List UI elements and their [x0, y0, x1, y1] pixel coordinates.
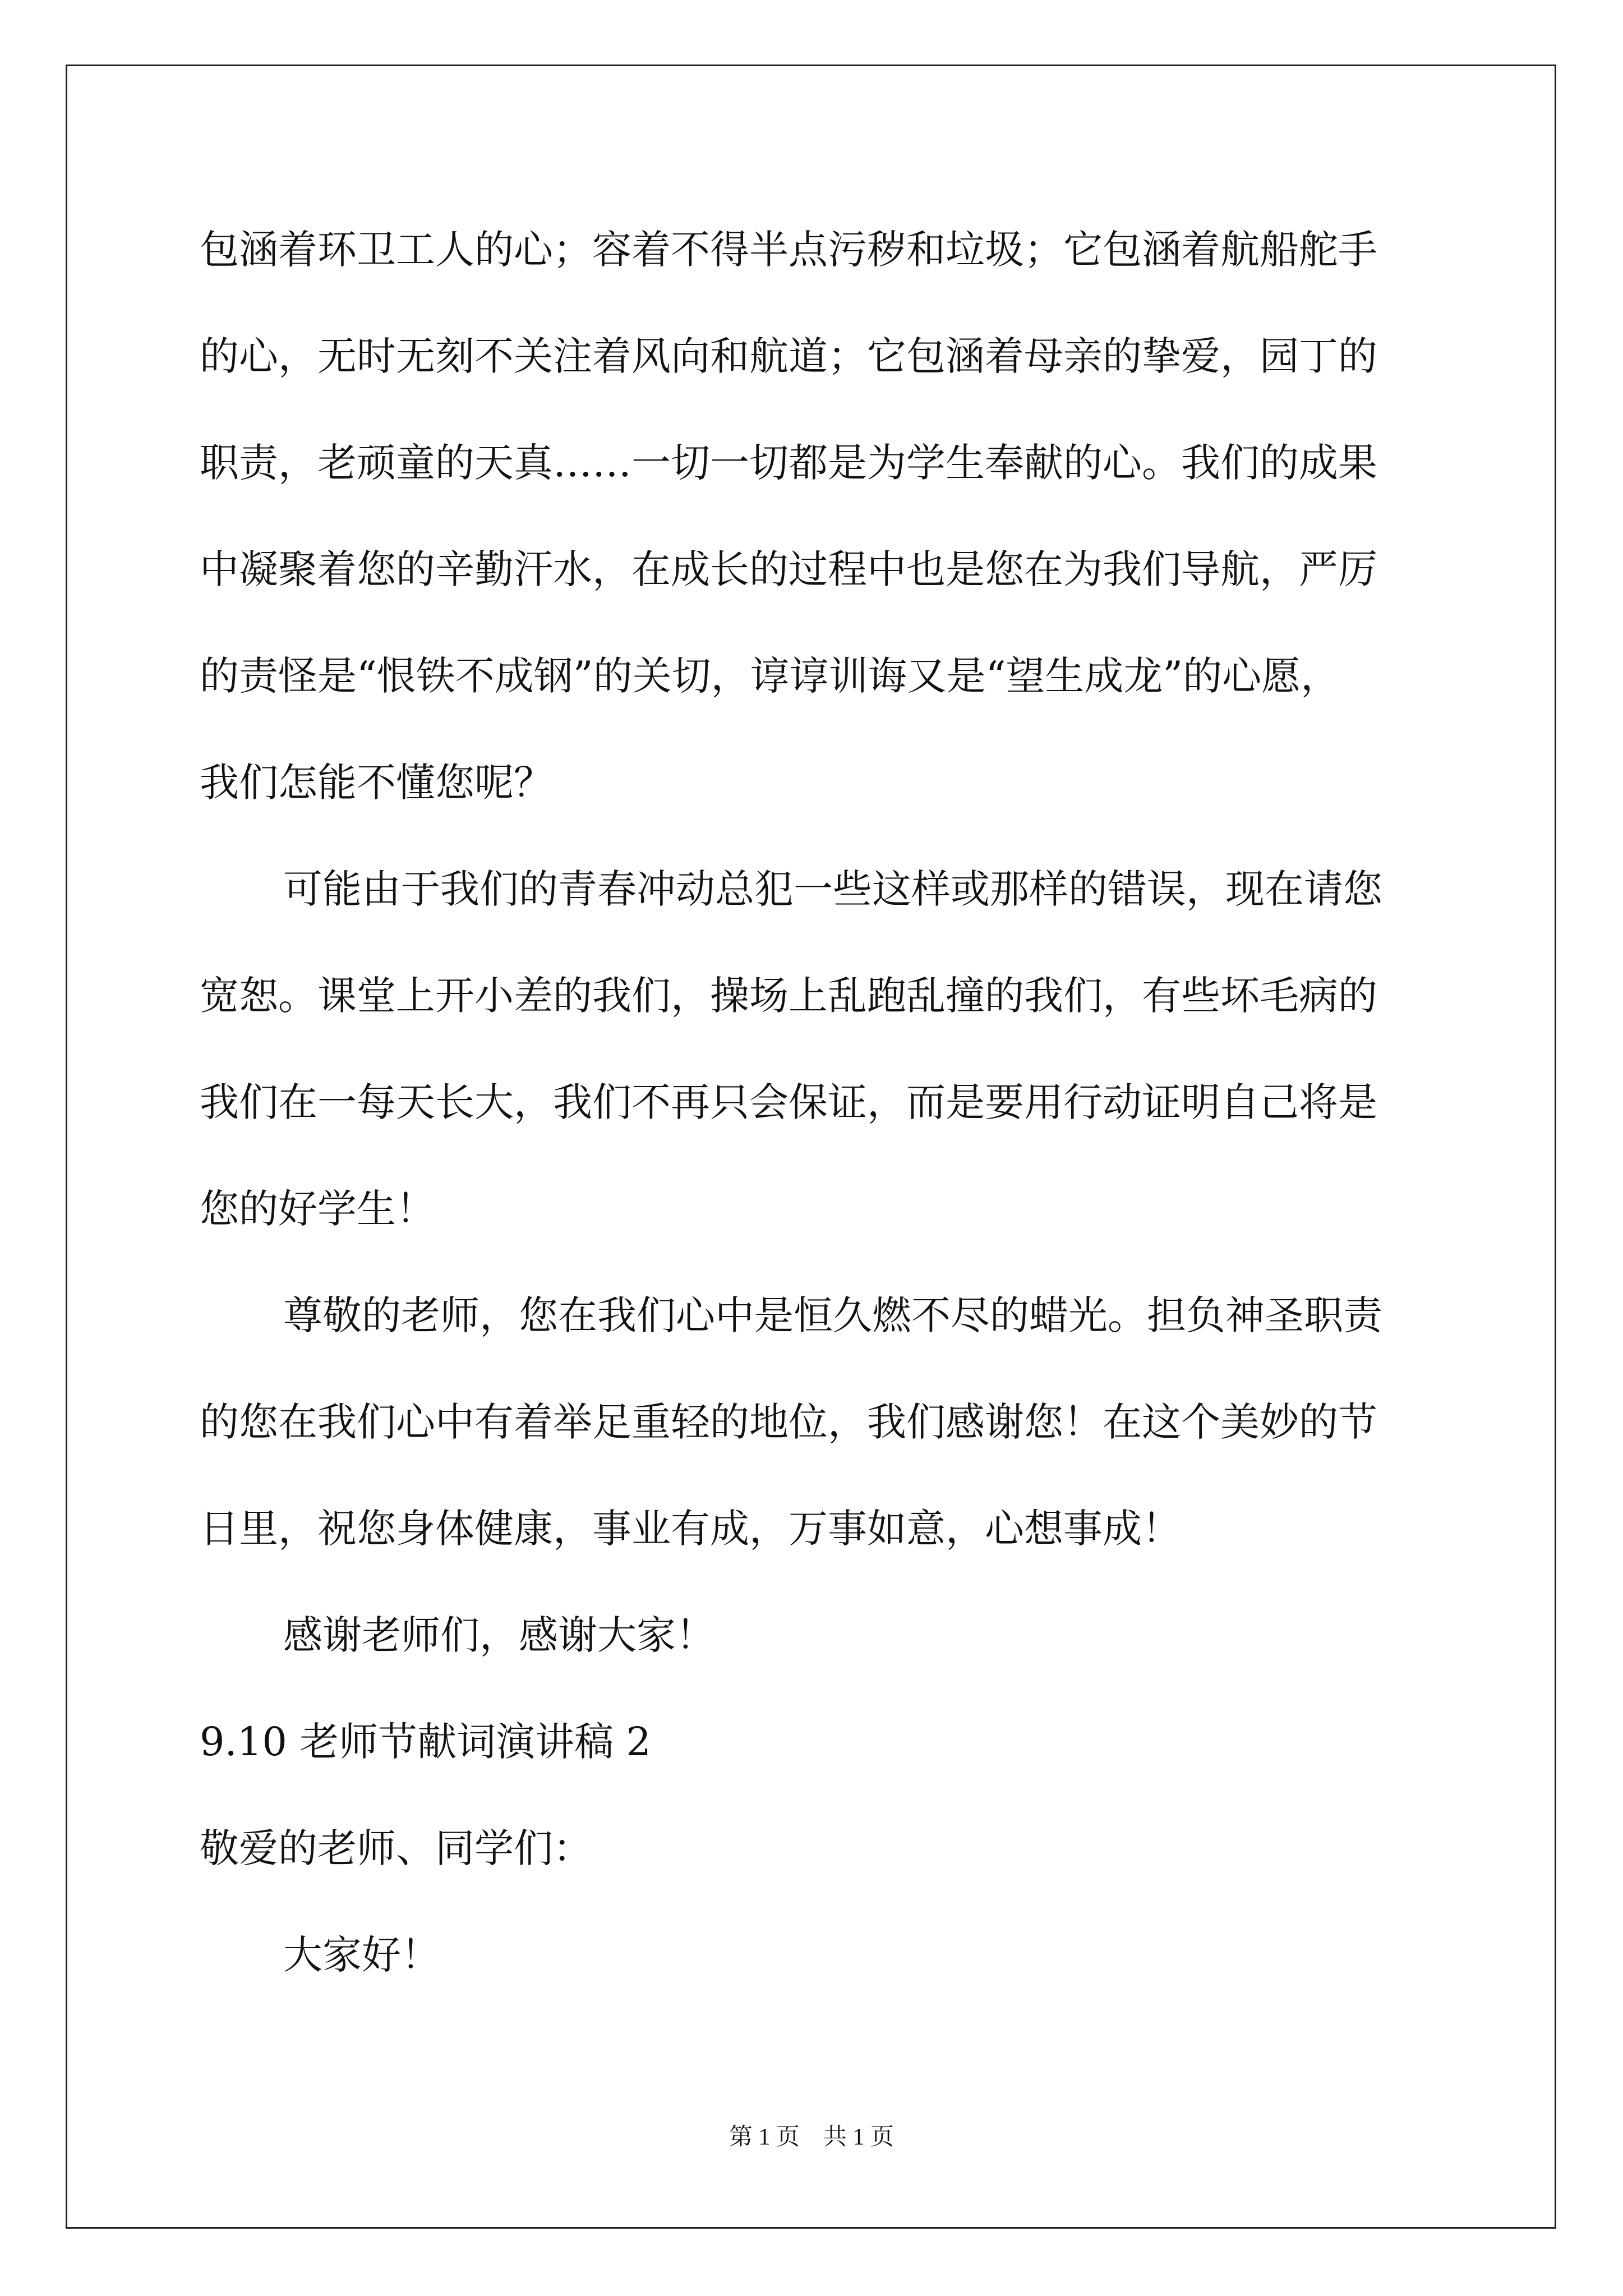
- paragraph-line: 可能由于我们的青春冲动总犯一些这样或那样的错误，现在请您: [283, 866, 1382, 912]
- paragraph-line: 宽恕。课堂上开小差的我们，操场上乱跑乱撞的我们，有些坏毛病的: [200, 973, 1377, 1019]
- paragraph-line: 的责怪是“恨铁不成钢”的关切，谆谆训诲又是“望生成龙”的心愿，: [200, 653, 1340, 699]
- page-border: [66, 65, 1556, 2229]
- paragraph-line: 的您在我们心中有着举足重轻的地位，我们感谢您！在这个美妙的节: [200, 1399, 1377, 1445]
- paragraph-line: 尊敬的老师，您在我们心中是恒久燃不尽的蜡光。担负神圣职责: [283, 1292, 1382, 1338]
- section-heading: 9.10 老师节献词演讲稿 2: [200, 1719, 651, 1765]
- paragraph-line: 中凝聚着您的辛勤汗水，在成长的过程中也是您在为我们导航，严厉: [200, 546, 1377, 592]
- paragraph-line: 包涵着环卫工人的心；容着不得半点污秽和垃圾；它包涵着航船舵手: [200, 227, 1377, 273]
- paragraph-line: 职责，老顽童的天真……一切一切都是为学生奉献的心。我们的成果: [200, 440, 1377, 486]
- paragraph-line: 日里，祝您身体健康，事业有成，万事如意，心想事成！: [200, 1506, 1181, 1552]
- paragraph-line: 我们在一每天长大，我们不再只会保证，而是要用行动证明自己将是: [200, 1079, 1377, 1125]
- paragraph-line: 我们怎能不懂您呢？: [200, 760, 553, 806]
- paragraph-line: 您的好学生！: [200, 1186, 435, 1232]
- greeting: 大家好！: [283, 1932, 440, 1978]
- paragraph-line: 的心，无时无刻不关注着风向和航道；它包涵着母亲的挚爱，园丁的: [200, 333, 1377, 379]
- page-number-footer: 第 1 页 共 1 页: [728, 2124, 894, 2150]
- paragraph-line: 感谢老师们，感谢大家！: [283, 1612, 715, 1658]
- salutation: 敬爱的老师、同学们：: [200, 1825, 592, 1871]
